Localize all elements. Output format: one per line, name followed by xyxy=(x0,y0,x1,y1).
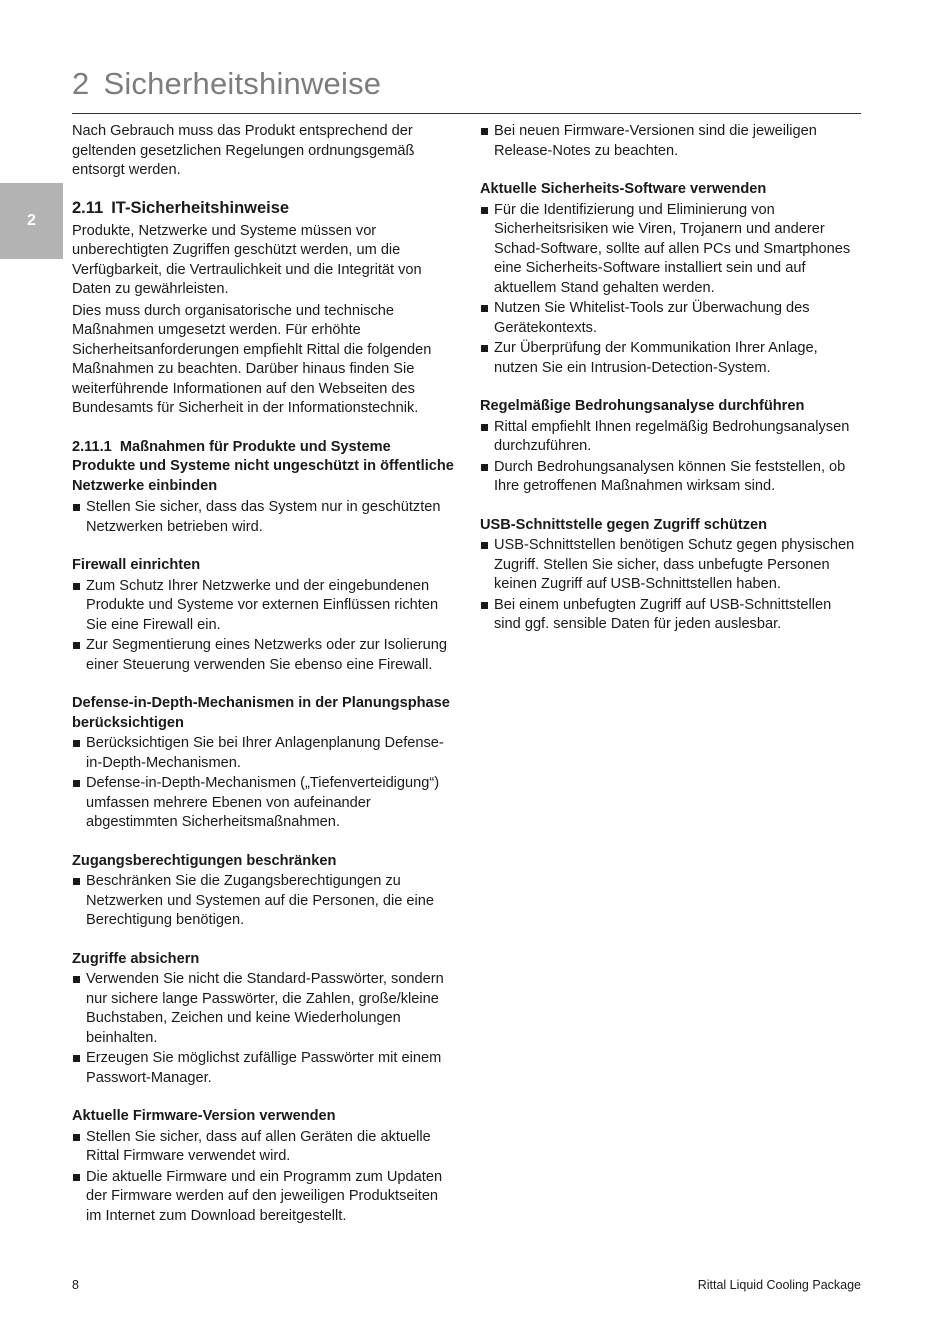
bullet-list xyxy=(480,201,862,379)
bullet-list xyxy=(480,122,862,161)
left-column xyxy=(72,122,454,1227)
block-heading: USB-Schnittstelle gegen Zugriff schützen xyxy=(480,516,768,533)
subsection-subtitle: Produkte und Systeme nicht ungeschützt in öffentliche Netzwerke einbinden xyxy=(72,458,454,494)
list-item: Stellen Sie sicher, dass auf allen Geräten die aktuelle Rittal Firmware verwendet wird. xyxy=(72,1128,454,1167)
block-heading: Aktuelle Firmware-Version verwenden xyxy=(72,1108,336,1124)
chapter-number: 2 xyxy=(72,66,90,101)
list-item: Zur Segmentierung eines Netzwerks oder zur Isolierung einer Steuerung verwenden Sie ebenso eine Firewall. xyxy=(72,636,454,675)
block-heading: Zugangsberechtigungen beschränken xyxy=(72,852,337,869)
block-heading: Firewall einrichten xyxy=(72,557,201,573)
bullet-list xyxy=(72,734,454,833)
block-heading: Regelmäßige Bedrohungsanalyse durchführen xyxy=(480,398,805,414)
block-heading: Defense-in-Depth-Mechanismen in der Planungsphase berücksichtigen xyxy=(72,695,450,731)
list-item: Zur Überprüfung der Kommunikation Ihrer Anlage, nutzen Sie ein Intrusion-Detection-System. xyxy=(480,339,862,378)
subsection-number: 2.11.1 xyxy=(72,438,112,455)
section-title: IT-Sicherheitshinweise xyxy=(111,198,290,217)
bullet-list xyxy=(72,1128,454,1227)
block-heading: Zugriffe absichern xyxy=(72,950,200,967)
subsection-title: Maßnahmen für Produkte und Systeme xyxy=(119,438,391,455)
list-item: USB-Schnittstellen benötigen Schutz gegen physischen Zugriff. Stellen Sie sicher, dass unbefugte Personen keinen Zugriff auf USB-Schnittstellen haben. xyxy=(480,536,862,595)
intro-paragraph: Nach Gebrauch muss das Produkt entsprechend der geltenden gesetzlichen Regelungen ordnungsgemäß entsorgt werden. xyxy=(72,123,415,178)
list-item: Berücksichtigen Sie bei Ihrer Anlagenplanung Defense-in-Depth-Mechanismen. xyxy=(72,734,454,773)
bullet-list xyxy=(480,418,862,497)
list-item: Die aktuelle Firmware und ein Programm zum Updaten der Firmware werden auf den jeweiligen Produktseiten im Internet zum Download bereitgestellt. xyxy=(72,1168,454,1227)
bullet-list xyxy=(72,577,454,676)
right-column xyxy=(480,122,862,636)
block-heading: Aktuelle Sicherheits-Software verwenden xyxy=(480,181,767,197)
chapter-tab: 2 xyxy=(0,183,63,259)
bullet-list xyxy=(72,872,454,931)
bullet-list xyxy=(72,970,454,1088)
page-title xyxy=(72,66,381,102)
list-item: Zum Schutz Ihrer Netzwerke und der eingebundenen Produkte und Systeme vor externen Einflüssen richten Sie eine Firewall ein. xyxy=(72,577,454,636)
list-item: Verwenden Sie nicht die Standard-Passwörter, sondern nur sichere lange Passwörter, die Zahlen, große/kleine Buchstaben, Zeichen und keine Wiederholungen beinhalten. xyxy=(72,970,454,1048)
list-item: Beschränken Sie die Zugangsberechtigungen zu Netzwerken und Systemen auf die Personen, die eine Berechtigung benötigen. xyxy=(72,872,454,931)
list-item: Für die Identifizierung und Eliminierung von Sicherheitsrisiken wie Viren, Trojanern und anderer Schad-Software, sollte auf allen PCs und Smartphones eine Sicherheits-Software installiert sein und auf aktuellem Stand gehalten werden. xyxy=(480,201,862,299)
list-item: Defense-in-Depth-Mechanismen („Tiefenverteidigung“) umfassen mehrere Ebenen von aufeinander abgestimmten Sicherheitsmaßnahmen. xyxy=(72,774,454,833)
header-divider xyxy=(72,113,861,114)
bullet-list xyxy=(480,536,862,635)
list-item: Bei neuen Firmware-Versionen sind die jeweiligen Release-Notes zu beachten. xyxy=(480,122,862,161)
bullet-list xyxy=(72,498,454,537)
list-item: Rittal empfiehlt Ihnen regelmäßig Bedrohungsanalysen durchzuführen. xyxy=(480,418,862,457)
section-paragraph: Produkte, Netzwerke und Systeme müssen vor unberechtigten Zugriffen geschützt werden, um die Verfügbarkeit, die Vertraulichkeit und die Integrität von Daten zu gewährleisten. xyxy=(72,222,422,297)
chapter-title: Sicherheitshinweise xyxy=(103,66,382,101)
document-title: Rittal Liquid Cooling Package xyxy=(697,1278,861,1292)
list-item: Stellen Sie sicher, dass das System nur in geschützten Netzwerken betrieben wird. xyxy=(72,498,454,537)
list-item: Bei einem unbefugten Zugriff auf USB-Schnittstellen sind ggf. sensible Daten für jeden auslesbar. xyxy=(480,596,862,635)
list-item: Durch Bedrohungsanalysen können Sie feststellen, ob Ihre getroffenen Maßnahmen wirksam sind. xyxy=(480,458,862,497)
page-number: 8 xyxy=(72,1278,79,1292)
section-number: 2.11 xyxy=(72,198,104,217)
section-paragraph: Dies muss durch organisatorische und technische Maßnahmen umgesetzt werden. Für erhöhte Sicherheitsanforderungen empfiehlt Rittal die folgenden Maßnahmen zu beachten. Darüber hinaus finden Sie weiterführende Informationen auf den Webseiten des Bundesamts für Sicherheit in der Informationstechnik. xyxy=(72,302,432,416)
list-item: Nutzen Sie Whitelist-Tools zur Überwachung des Gerätekontexts. xyxy=(480,299,862,338)
list-item: Erzeugen Sie möglichst zufällige Passwörter mit einem Passwort-Manager. xyxy=(72,1049,454,1088)
subsection-heading xyxy=(72,438,454,497)
section-heading xyxy=(72,198,454,219)
